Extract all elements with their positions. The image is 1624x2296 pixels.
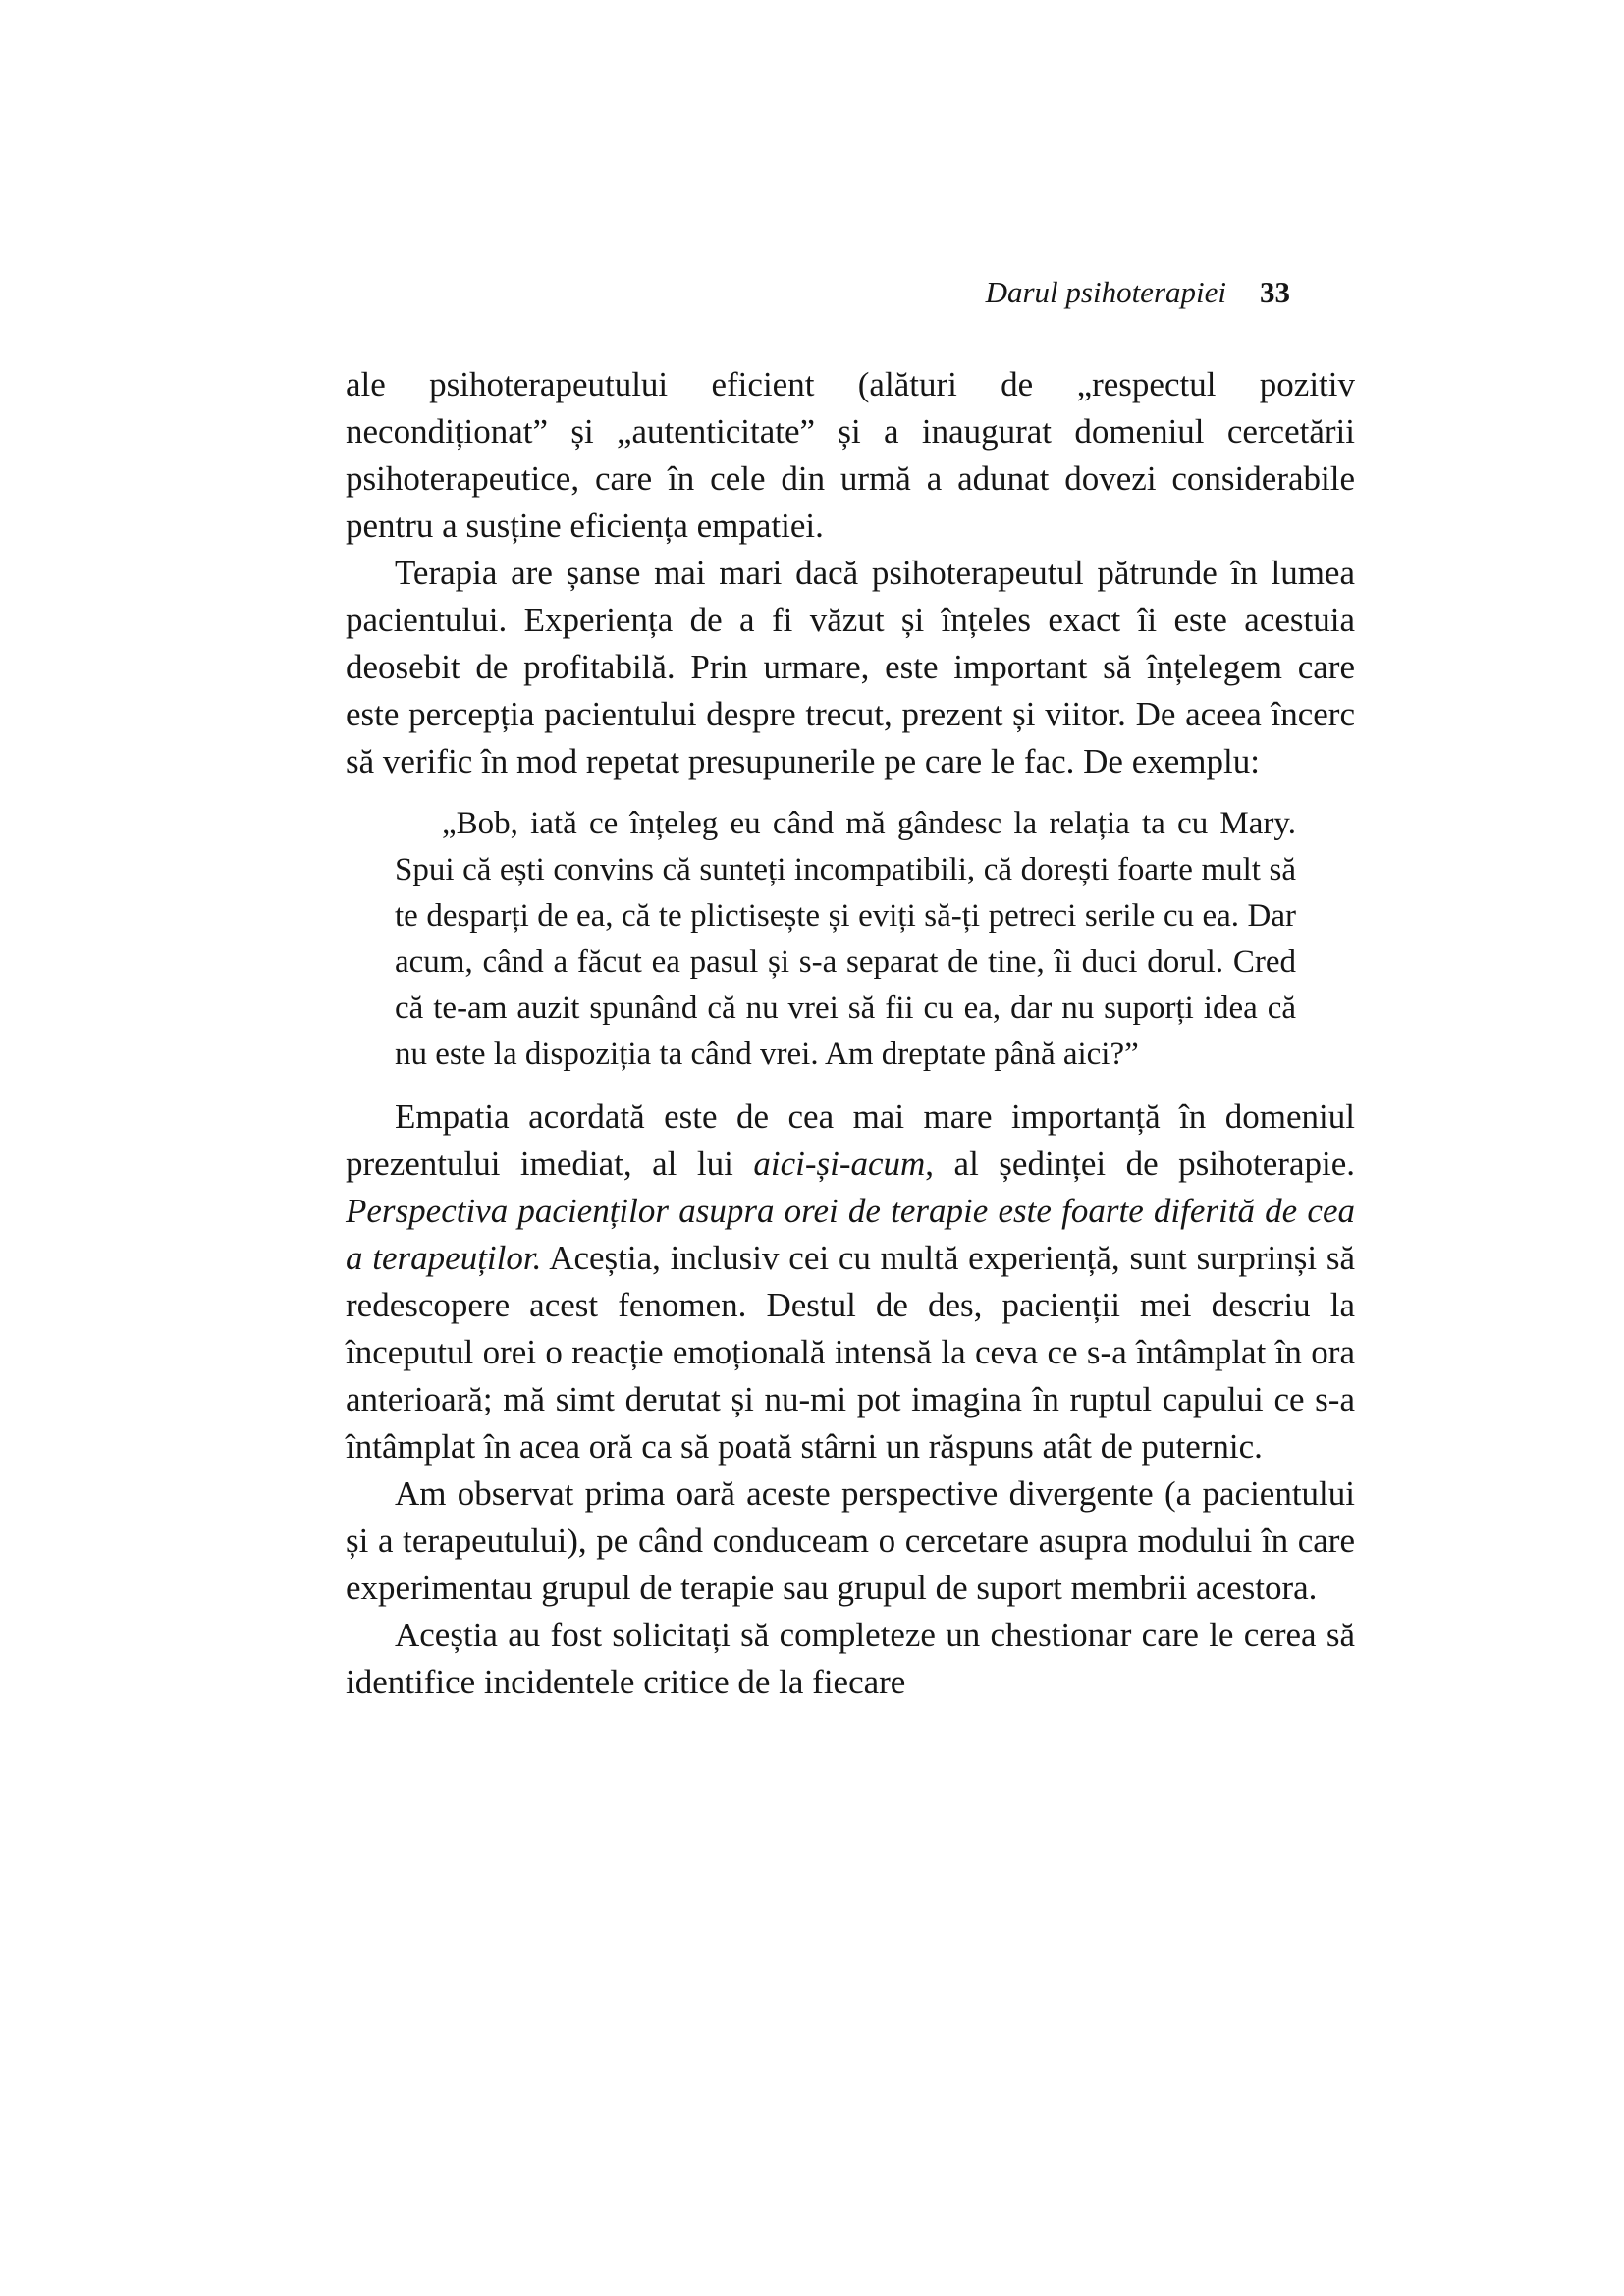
italic-text: Perspectiva pacienților asupra orei de terapie este foarte diferită de cea a terapeuților. xyxy=(346,1192,1355,1277)
paragraph: Am observat prima oară aceste perspective divergente (a pacientului și a terapeutului), pe când conduceam o cercetare asupra modului în care experimentau grupul de terapie sau grupul de suport membrii acestora. xyxy=(346,1474,1355,1607)
body-text xyxy=(346,361,1355,1706)
block-quote: „Bob, iată ce înțeleg eu când mă gândesc la relația ta cu Mary. Spui că ești convins că sunteți incompatibili, că dorești foarte mult să te desparți de ea, că te plictisește și eviți să-ți petreci serile cu ea. Dar acum, când a făcut ea pasul și s-a separat de tine, îi duci dorul. Cred că te-am auzit spunând că nu vrei să fii cu ea, dar nu suporți idea că nu este la dispoziția ta când vrei. Am dreptate până aici?” xyxy=(395,806,1296,1072)
running-head-title: Darul psihoterapiei xyxy=(985,275,1226,309)
paragraph-text: , al ședinței de psihoterapie. xyxy=(925,1145,1355,1183)
paragraph xyxy=(346,1094,1355,1470)
paragraph-text: Empatia acordată este de cea mai mare importanță în domeniul prezentului imediat, al lui xyxy=(346,1097,1355,1183)
italic-text: aici-și-acum xyxy=(753,1145,926,1183)
paragraph-text: Aceștia, inclusiv cei cu multă experiență, sunt surprinși să redescopere acest fenomen. Destul de des, pacienții mei descriu la începutul orei o reacție emoțională intensă la ceva ce s-a întâmplat în ora anterioară; mă simt derutat și nu-mi pot imagina în ruptul capului ce s-a întâmplat în acea oră ca să poată stârni un răspuns atât de puternic. xyxy=(346,1239,1355,1466)
page-content xyxy=(346,275,1355,1706)
paragraph: Aceștia au fost solicitați să completeze un chestionar care le cerea să identifice incidentele critice de la fiecare xyxy=(346,1616,1355,1701)
page-number: 33 xyxy=(1260,275,1290,309)
paragraph-continuation: ale psihoterapeutului eficient (alături de „respectul pozitiv necondiționat” și „autenticitate” și a inaugurat domeniul cercetării psihoterapeutice, care în cele din urmă a adunat dovezi considerabile pentru a susține eficiența empatiei. xyxy=(346,365,1355,545)
paragraph: Terapia are șanse mai mari dacă psihoterapeutul pătrunde în lumea pacientului. Experiența de a fi văzut și înțeles exact îi este acestuia deosebit de profitabilă. Prin urmare, este important să înțelegem care este percepția pacientului despre trecut, prezent și viitor. De aceea încerc să verific în mod repetat presupunerile pe care le fac. De exemplu: xyxy=(346,554,1355,780)
running-head xyxy=(346,275,1355,310)
